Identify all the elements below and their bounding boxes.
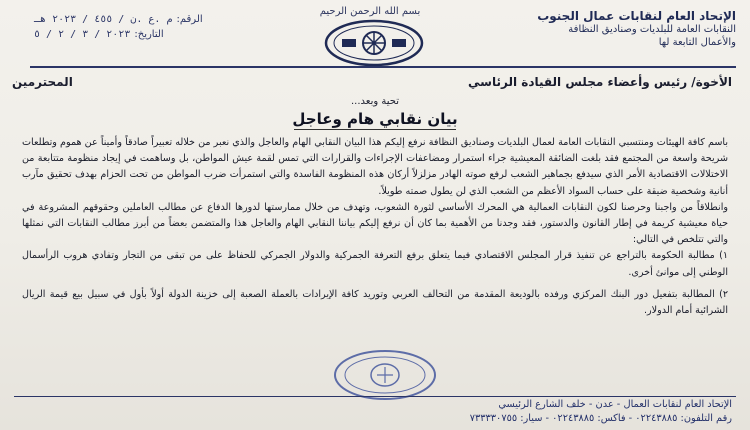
addressee: الأخوة/ رئيس وأعضاء مجلس القيادة الرئاسي — [468, 75, 732, 89]
footer-address: الإتحاد العام لنقابات العمال - عدن - خلف الشارع الرئيسي — [498, 399, 732, 410]
body-paragraph-1: باسم كافة الهيئات ومنتسبي النقابات العامة لعمال البلديات وصناديق النظافة نرفع إليكم هذا البيان النقابي الهام والعاجل والذي نعبر من خلاله تعبيراً صادقاً وأميناً عن هموم وتطلعات شريحة واسعة من المجتمع فقد بلغت الضائقة المعيشية جراء استمرار ومضاعفات الإجراءات والقرارات التي تمس لقمة عيش المواطن، بل وساهمت في إيجاد منظومة متتابعة من الاختلالات الاقتصادية الأمر الذي سيدفع بجماهير الشعب لرفع صوته الهادر مزلزلاً أركان هذه المنظومة الفاسدة والتي استمرأت ضرب المواطن من تحت الحزام بهدف تحقيق مآرب أنانية وشخصية ضيقة على حساب السواد الأعظم من الشعب الذي لن يطول صمته طويلاً. — [22, 137, 728, 197]
statement-title: بيان نقابي هام وعاجل — [292, 110, 458, 128]
header-divider — [30, 66, 736, 68]
letterhead-organization — [476, 10, 736, 49]
org-subtitle-2: والأعمال التابعة لها — [658, 37, 736, 48]
ref-value: م .ع .ن / ٤٥٥ / ٢٠٢٣ هـ — [34, 14, 173, 25]
greeting: تحية وبعد... — [350, 96, 400, 107]
union-emblem-logo — [322, 18, 426, 68]
official-stamp — [330, 345, 440, 400]
org-subtitle: النقابات العامة للبلديات وصناديق النظافة — [568, 24, 736, 35]
letter-body — [22, 135, 728, 319]
honorific: المحترمين — [12, 75, 73, 89]
demand-item-1: ١) مطالبة الحكومة بالتراجع عن تنفيذ قرار المجلس الاقتصادي فيما يتعلق برفع التعرفة الجمركية والدولار الجمركي للحفاظ على من تبقى من التجار وتفادي هروب الرأسمال الوطني إلى موانئ أخرى. — [22, 250, 728, 278]
demand-item-2: ٢) المطالبة بتفعيل دور البنك المركزي ورفده بالوديعة المقدمة من التحالف العربي وتوريد كافة الإيرادات بالعملة الصعبة إلى خزينة الدولة أولاً بأول في سبيل بيع قيمة الريال الشرائية أمام الدولار. — [22, 288, 728, 317]
reference-block — [34, 12, 234, 42]
org-name: الإتحاد العام لنقابات عمال الجنوب — [537, 9, 736, 23]
letter-footer — [12, 398, 732, 426]
basmala: بسم الله الرحمن الرحيم — [319, 6, 421, 17]
footer-contacts: رقم التلفون: ٠٢٢٤٣٨٨٥ - فاكس: ٠٢٢٤٣٨٨٥ - سيار: ٧٣٣٣٣٠٧٥٥ — [469, 413, 732, 424]
addressee-line — [12, 75, 732, 89]
title-underline — [294, 129, 456, 130]
date-value: ٢٠٢٣ / ٣ / ٢ / ٥ — [34, 29, 131, 40]
date-label: التاريخ: — [134, 29, 164, 40]
footer-divider — [14, 396, 736, 397]
body-paragraph-2: وانطلاقاً من واجبنا وحرصنا لكون النقابات العمالية هي المحرك الأساسي لثورة الشعوب، وتهدف من خلال ممارستها لدورها الدفاع عن مطالب العاملين وحقوقهم المشروعة في حياة معيشية كريمة في إطار القانون والدستور، فقد وجدنا من الأهمية بما كان أن نرفع إليكم بياننا النقابي الهام والعاجل هذا والمتضمن بعضاً من أبرز مطالب النقابات التي نمثلها والتي تتلخص في التالي: — [22, 201, 728, 246]
ref-label: الرقم: — [176, 14, 203, 25]
